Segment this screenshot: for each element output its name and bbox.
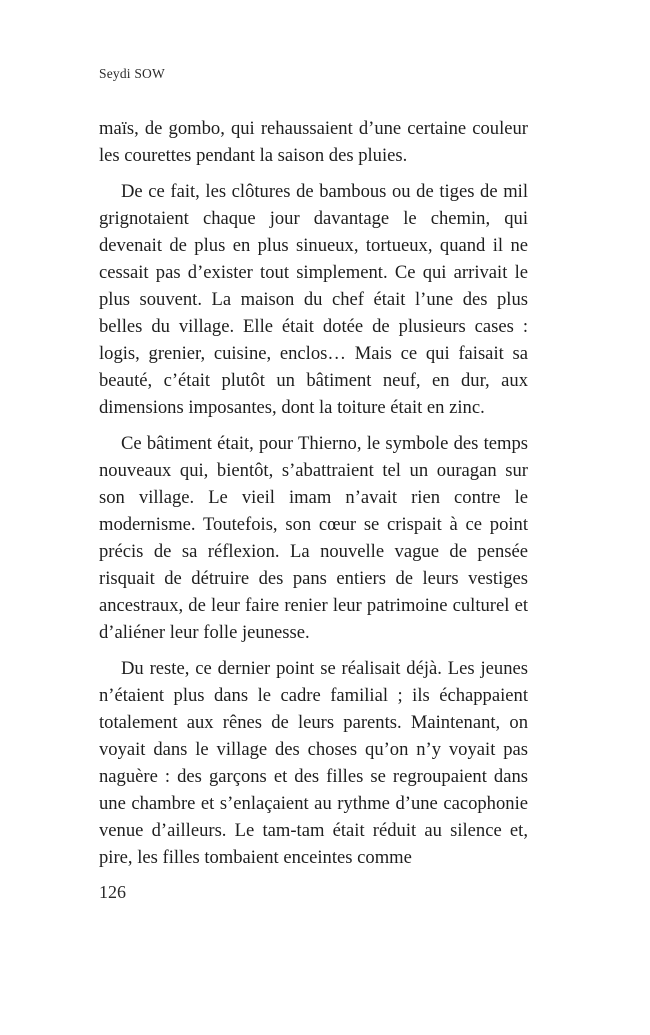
body-text	[99, 115, 528, 880]
paragraph-4: Du reste, ce dernier point se réalisait déjà. Les jeunes n’étaient plus dans le cadre familial ; ils échappaient totalement aux rênes de leurs parents. Maintenant, on voyait dans le village des choses qu’on n’y voyait pas naguère : des garçons et des filles se regroupaient dans une chambre et s’enlaçaient au rythme d’une cacophonie venue d’ailleurs. Le tam-tam était réduit au silence et, pire, les filles tombaient enceintes comme	[99, 658, 528, 868]
paragraph-2: De ce fait, les clôtures de bambous ou de tiges de mil grignotaient chaque jour davantage le chemin, qui devenait de plus en plus sinueux, tortueux, quand il ne cessait pas d’exister tout simplement. Ce qui arrivait le plus souvent. La maison du chef était l’une des plus belles du village. Elle était dotée de plusieurs cases : logis, grenier, cuisine, enclos… Mais ce qui faisait sa beauté, c’était plutôt un bâtiment neuf, en dur, aux dimensions imposantes, dont la toiture était en zinc.	[99, 181, 528, 418]
paragraph-3: Ce bâtiment était, pour Thierno, le symbole des temps nouveaux qui, bientôt, s’abattraient tel un ouragan sur son village. Le vieil imam n’avait rien contre le modernisme. Toutefois, son cœur se crispait à ce point précis de sa réflexion. La nouvelle vague de pensée risquait de détruire des pans entiers de leurs vestiges ancestraux, de leur faire renier leur patrimoine culturel et d’aliéner leur folle jeunesse.	[99, 433, 528, 643]
running-header-author: Seydi SOW	[99, 66, 165, 81]
page-number: 126	[99, 882, 126, 902]
paragraph-1: maïs, de gombo, qui rehaussaient d’une certaine couleur les courettes pendant la saison des pluies.	[99, 118, 528, 166]
